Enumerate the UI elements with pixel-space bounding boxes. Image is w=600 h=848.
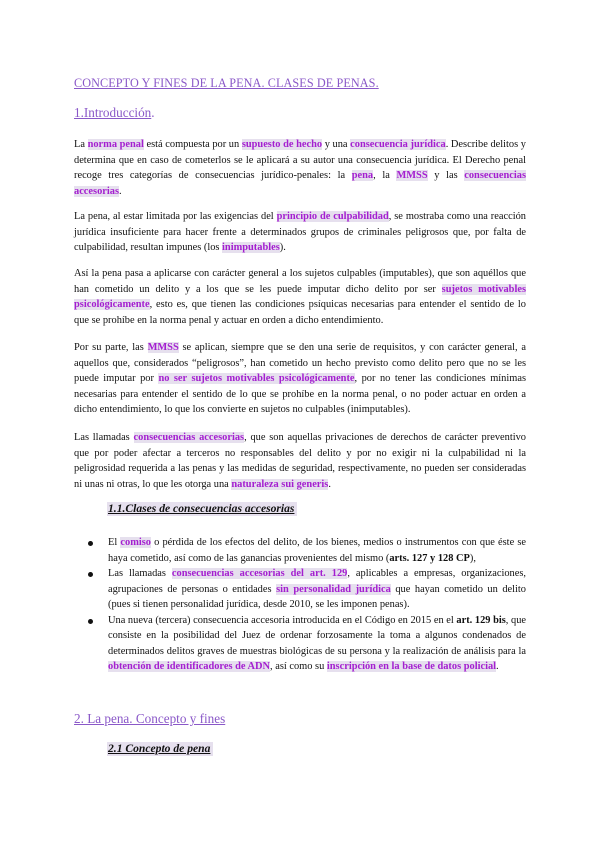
paragraph-imputables: Así la pena pasa a aplicarse con carácter general a los sujetos culpables (imputables), que son aquéllos que han cometido un delito y a los que se les puede imputar dicho delito por ser sujetos motivables psicológicamente, esto es, que tienen las condiciones psíquicas necesarias para entender el sentido de lo que se prohíbe en la norma penal y actuar en orden a dicho entendimiento. [74,268,526,326]
list-item: Una nueva (tercera) consecuencia accesoria introducida en el Código en 2015 en el art. 129 bis, que consiste en la posibilidad del Juez de ordenar forzosamente la toma a algunos condenados de determinados delitos graves de muestras biológicas de su persona y la realización de análisis para la obtención de identificadores de ADN, así como su inscripción en la base de datos policial. [88,613,526,675]
list-item: Las llamadas consecuencias accesorias del art. 129, aplicables a empresas, organizaciones, agrupaciones de personas o entidades sin personalidad jurídica que hayan cometido un delito (pues si tienen personalidad jurídica, desde 2010, se les imponen penas). [88,566,526,613]
paragraph-culpabilidad: La pena, al estar limitada por las exigencias del principio de culpabilidad, se mostraba como una reacción jurídica insuficiente para hacer frente a determinados grupos de criminales peligrosos que, por falta de culpabilidad, resultan impunes (los inimputables). [74,211,526,253]
bullet-icon [88,619,93,624]
paragraph-consecuencias-accesorias: Las llamadas consecuencias accesorias, que son aquellas privaciones de derechos de carácter preventivo que por poder afectar a terceros no responsables del delito y por no exigir ni la culpabilidad ni la peligrosidad requerida a las penas y las medidas de seguridad, respectivamente, no pueden ser consideradas ni unas ni otras, lo que les otorga una naturaleza sui generis. [74,432,526,490]
heading-introduccion: 1.Introducción. [74,105,155,120]
paragraph-norma-penal: La norma penal está compuesta por un supuesto de hecho y una consecuencia jurídica. Describe delitos y determina que en caso de cometerlos se le aplicará a su autor una consecuencia jurídica. El Derecho penal recoge tres categorías de consecuencias jurídico-penales: la pena, la MMSS y las consecuencias accesorias. [74,139,526,197]
document-title: CONCEPTO Y FINES DE LA PENA. CLASES DE PENAS. [74,76,379,90]
subheading-concepto-pena: 2.1 Concepto de pena [107,742,213,756]
bullet-list [88,535,526,675]
bullet-icon [88,572,93,577]
paragraph-mmss: Por su parte, las MMSS se aplican, siempre que se den una serie de requisitos, y con carácter general, a aquellos que, considerados “peligrosos”, han cometido un hecho previsto como delito pero que no se les puede imputar por no ser sujetos motivables psicológicamente, por no tener las condiciones mínimas necesarias para entender el sentido de lo que se prohíbe en la norma penal, o no poder actuar en orden a dicho entendimiento, lo que los convierte en sujetos no culpables (inimputables). [74,342,526,415]
heading-la-pena: 2. La pena. Concepto y fines [74,711,226,726]
list-item: El comiso o pérdida de los efectos del delito, de los bienes, medios o instrumentos con que éste se haya cometido, así como de las ganancias provenientes del mismo (arts. 127 y 128 CP), [88,535,526,566]
subheading-clases-consecuencias: 1.1.Clases de consecuencias accesorias [107,502,297,516]
bullet-icon [88,541,93,546]
